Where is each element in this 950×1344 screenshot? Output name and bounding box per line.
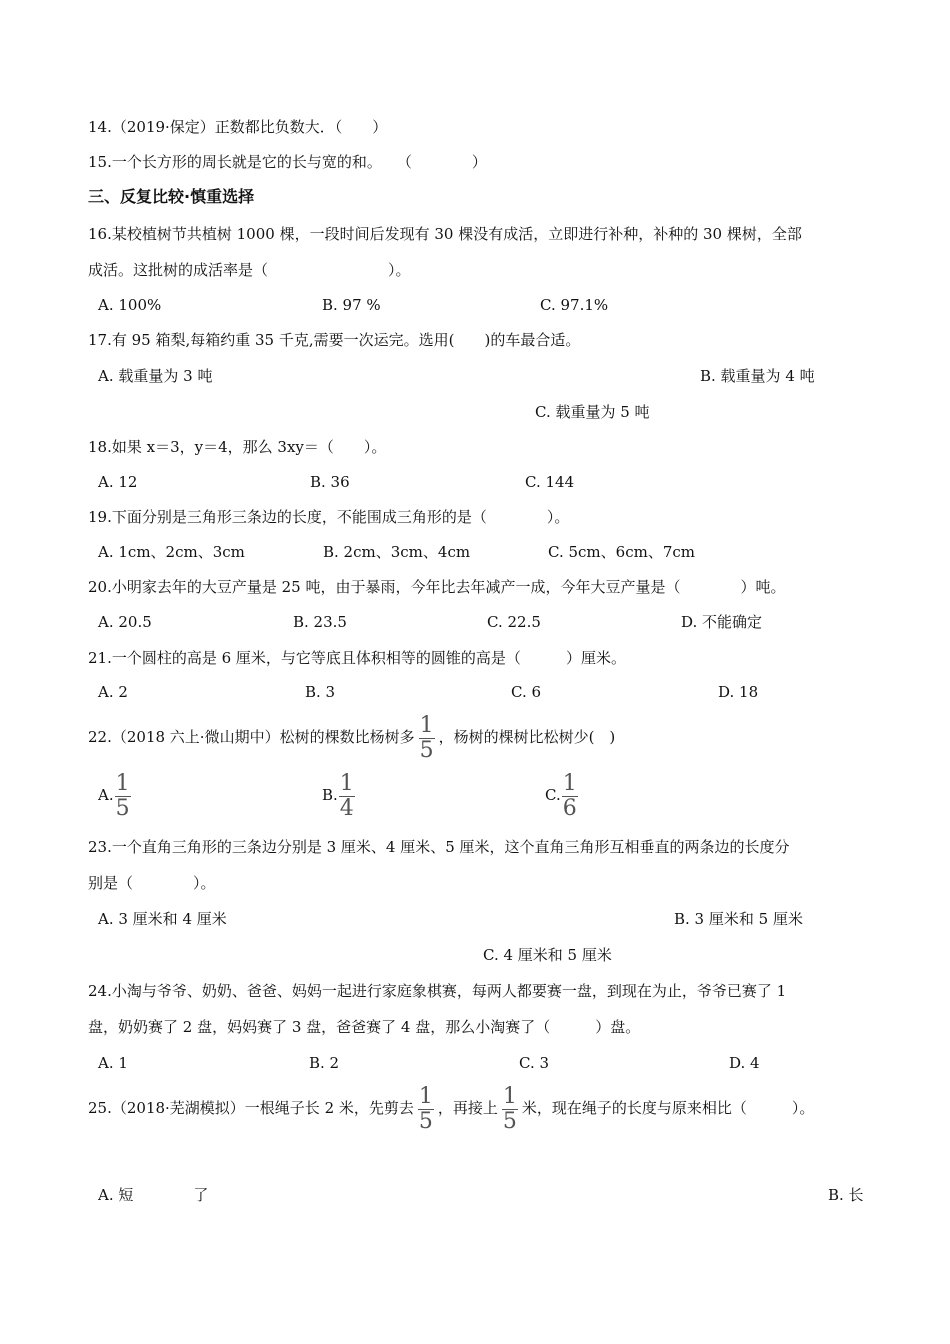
q16-option-b: B. 97 %: [322, 296, 381, 314]
q25-f1-den: 5: [418, 1108, 433, 1134]
section-heading: 三、反复比较·慎重选择: [88, 187, 255, 206]
q22-frac-num: 1: [419, 712, 434, 738]
q20-option-c: C. 22.5: [487, 613, 541, 631]
q22-b-num: 1: [339, 770, 354, 796]
question-16-line2: 成活。这批树的成活率是（ ）。: [88, 261, 411, 279]
q22-fraction: [419, 712, 435, 763]
question-21: 21.一个圆柱的高是 6 厘米，与它等底且体积相等的圆锥的高是（ ）厘米。: [88, 649, 626, 667]
q23-option-c: C. 4 厘米和 5 厘米: [483, 946, 612, 964]
q20-option-d: D. 不能确定: [681, 613, 763, 631]
q24-option-b: B. 2: [309, 1054, 340, 1072]
q25-middle: ，再接上: [437, 1099, 498, 1117]
question-20: 20.小明家去年的大豆产量是 25 吨，由于暴雨，今年比去年减产一成，今年大豆产量是（ ）吨。: [88, 578, 786, 596]
q21-option-c: C. 6: [511, 683, 542, 701]
question-15: 15.一个长方形的周长就是它的长与宽的和。 （ ）: [88, 153, 487, 171]
q22-option-a-label: A.: [98, 786, 114, 804]
q18-option-a: A. 12: [98, 473, 138, 491]
q22-option-a-fraction: [115, 770, 131, 821]
question-19: 19.下面分别是三角形三条边的长度，不能围成三角形的是（ ）。: [88, 508, 570, 526]
q19-option-a: A. 1cm、2cm、3cm: [98, 543, 245, 561]
q22-a-den: 5: [115, 795, 130, 821]
q25-f1-num: 1: [418, 1083, 433, 1109]
q22-option-c-fraction: [562, 770, 578, 821]
q22-prefix: 22.（2018 六上·微山期中）松树的棵数比杨树多: [88, 728, 415, 746]
q25-f2-num: 1: [502, 1083, 517, 1109]
q22-b-den: 4: [339, 795, 354, 821]
q21-option-b: B. 3: [305, 683, 336, 701]
q17-option-c: C. 载重量为 5 吨: [535, 403, 650, 421]
q17-option-a: A. 载重量为 3 吨: [98, 367, 213, 385]
q16-option-a: A. 100%: [98, 296, 162, 314]
q22-option-c: [545, 770, 582, 820]
q22-suffix: ，杨树的棵树比松树少( ): [438, 728, 616, 746]
q25-fraction-1: [418, 1083, 434, 1134]
q24-option-d: D. 4: [729, 1054, 760, 1072]
q22-option-b-label: B.: [322, 786, 338, 804]
q25-option-a: A. 短 了: [98, 1186, 209, 1204]
question-23-line1: 23.一个直角三角形的三条边分别是 3 厘米、4 厘米、5 厘米，这个直角三角形互相垂直的两条边的长度分: [88, 838, 790, 856]
q22-option-a: [98, 770, 135, 820]
q24-option-a: A. 1: [98, 1054, 128, 1072]
q19-option-c: C. 5cm、6cm、7cm: [548, 543, 695, 561]
question-25: [88, 1083, 814, 1133]
q22-option-b-fraction: [339, 770, 355, 821]
question-23-line2: 别是（ ）。: [88, 874, 216, 892]
q25-prefix: 25.（2018·芜湖模拟）一根绳子长 2 米，先剪去: [88, 1099, 414, 1117]
q20-option-a: A. 20.5: [98, 613, 152, 631]
q19-option-b: B. 2cm、3cm、4cm: [323, 543, 471, 561]
question-24-line1: 24.小淘与爷爷、奶奶、爸爸、妈妈一起进行家庭象棋赛，每两人都要赛一盘，到现在为止，爷爷已赛了 1: [88, 982, 787, 1000]
question-18: 18.如果 x＝3，y＝4，那么 3xy＝（ ）。: [88, 438, 387, 456]
question-24-line2: 盘，奶奶赛了 2 盘，妈妈赛了 3 盘，爸爸赛了 4 盘，那么小淘赛了（ ）盘。: [88, 1018, 641, 1036]
q18-option-c: C. 144: [525, 473, 575, 491]
q22-option-c-label: C.: [545, 786, 561, 804]
q16-option-c: C. 97.1%: [540, 296, 609, 314]
question-16-line1: 16.某校植树节共植树 1000 棵，一段时间后发现有 30 棵没有成活，立即进行补种，补种的 30 棵树，全部: [88, 225, 802, 243]
q22-frac-den: 5: [419, 737, 434, 763]
q25-fraction-2: [502, 1083, 518, 1134]
q23-option-b: B. 3 厘米和 5 厘米: [674, 910, 803, 928]
q22-option-b: [322, 770, 359, 820]
question-14: 14.（2019·保定）正数都比负数大．（ ）: [88, 118, 388, 136]
q22-a-num: 1: [115, 770, 130, 796]
q22-c-num: 1: [562, 770, 577, 796]
q20-option-b: B. 23.5: [293, 613, 347, 631]
q25-f2-den: 5: [502, 1108, 517, 1134]
question-22: [88, 712, 615, 762]
q17-option-b: B. 载重量为 4 吨: [700, 367, 815, 385]
q21-option-a: A. 2: [98, 683, 128, 701]
q18-option-b: B. 36: [310, 473, 350, 491]
q24-option-c: C. 3: [519, 1054, 550, 1072]
q21-option-d: D. 18: [718, 683, 759, 701]
question-17: 17.有 95 箱梨,每箱约重 35 千克,需要一次运完。选用( )的车最合适。: [88, 331, 581, 349]
q25-option-b: B. 长: [828, 1186, 864, 1204]
q22-c-den: 6: [562, 795, 577, 821]
q23-option-a: A. 3 厘米和 4 厘米: [98, 910, 227, 928]
q25-suffix: 米，现在绳子的长度与原来相比（ ）。: [521, 1099, 815, 1117]
